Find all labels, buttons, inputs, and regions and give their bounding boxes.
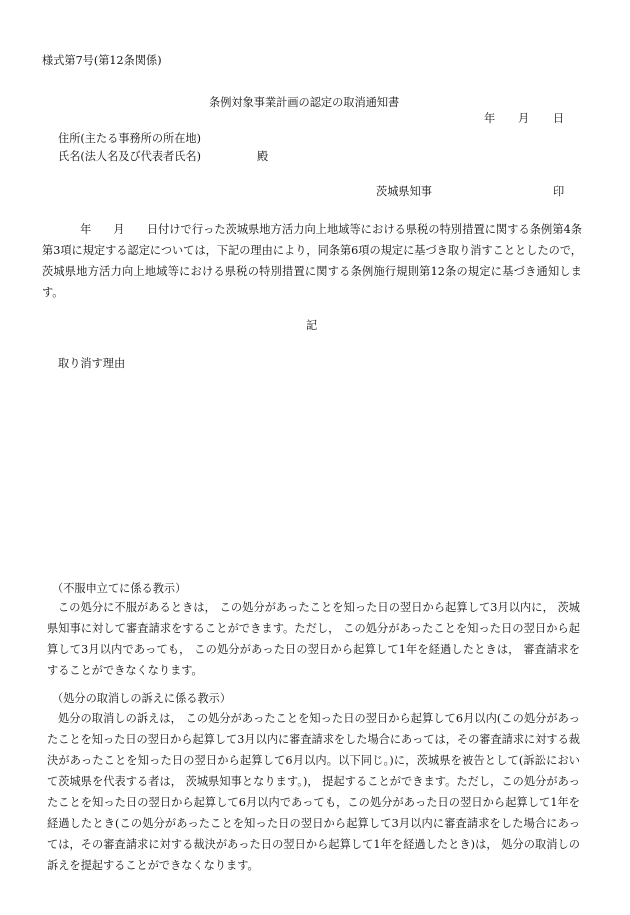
appeal-text: この処分に不服があるときは， この処分があったことを知った日の翌日から起算して3月以内に， 茨城県知事に対して審査請求をすることができます。ただし， この処分があったことを知った日の翌日から起算して3月以内であっても， この処分があった日の翌日から起算して1年を経過したときは， 審査請求をすることができなくなります。 — [47, 601, 580, 677]
appeal-heading: （不服申立てに係る教示） — [52, 582, 187, 595]
body-text: 日付けで行った茨城県地方活力向上地域等における県税の特別措置に関する条例第4条第3項に規定する認定については，下記の理由により，同条第6項の規定に基づき取り消すこととしたので，茨城県地方活力向上地域等における県税の特別措置に関する条例施行規則第12条の規定に基づき通知します。 — [42, 223, 582, 299]
recipient-address-label: 住所(主たる事務所の所在地) — [58, 132, 201, 145]
notice-body — [42, 219, 582, 303]
body-year-label: 年 — [80, 223, 92, 236]
issuer-name: 茨城県知事 — [376, 185, 432, 198]
lawsuit-text: 処分の取消しの訴えは， この処分があったことを知った日の翌日から起算して6月以内(この処分があったことを知った日の翌日から起算して3月以内に審査請求をした場合にあっては，その審査請求に対する裁決があったことを知った日の翌日から起算して6月以内。以下同じ。)に，茨城県を被告として(訴訟において茨城県を代表する者は， 茨城県知事となります。)， 提起することができます。ただし，この処分があったことを知った日の翌日から起算して6月以内であっても，この処分があった日の翌日から起算して1年を経過したとき(この処分があったことを知った日の翌日から起算して3月以内に審査請求をした場合にあっては，その審査請求に対する裁決があった日の翌日から起算して1年を経過したとき)は， 処分の取消しの訴えを提起することができなくなります。 — [47, 712, 580, 872]
honorific: 殿 — [257, 150, 269, 163]
ki-marker: 記 — [306, 319, 318, 332]
lawsuit-heading: （処分の取消しの訴えに係る教示） — [52, 692, 232, 705]
date-month-label: 月 — [518, 112, 530, 125]
body-month-label: 月 — [113, 223, 125, 236]
form-number: 様式第7号(第12条関係) — [42, 54, 162, 67]
date-year-label: 年 — [484, 112, 496, 125]
seal-mark: 印 — [553, 185, 565, 198]
document-title: 条例対象事業計画の認定の取消通知書 — [209, 96, 400, 109]
recipient-name-label: 氏名(法人名及び代表者氏名) — [58, 150, 201, 163]
reason-label: 取り消す理由 — [58, 357, 126, 370]
date-day-label: 日 — [553, 112, 565, 125]
